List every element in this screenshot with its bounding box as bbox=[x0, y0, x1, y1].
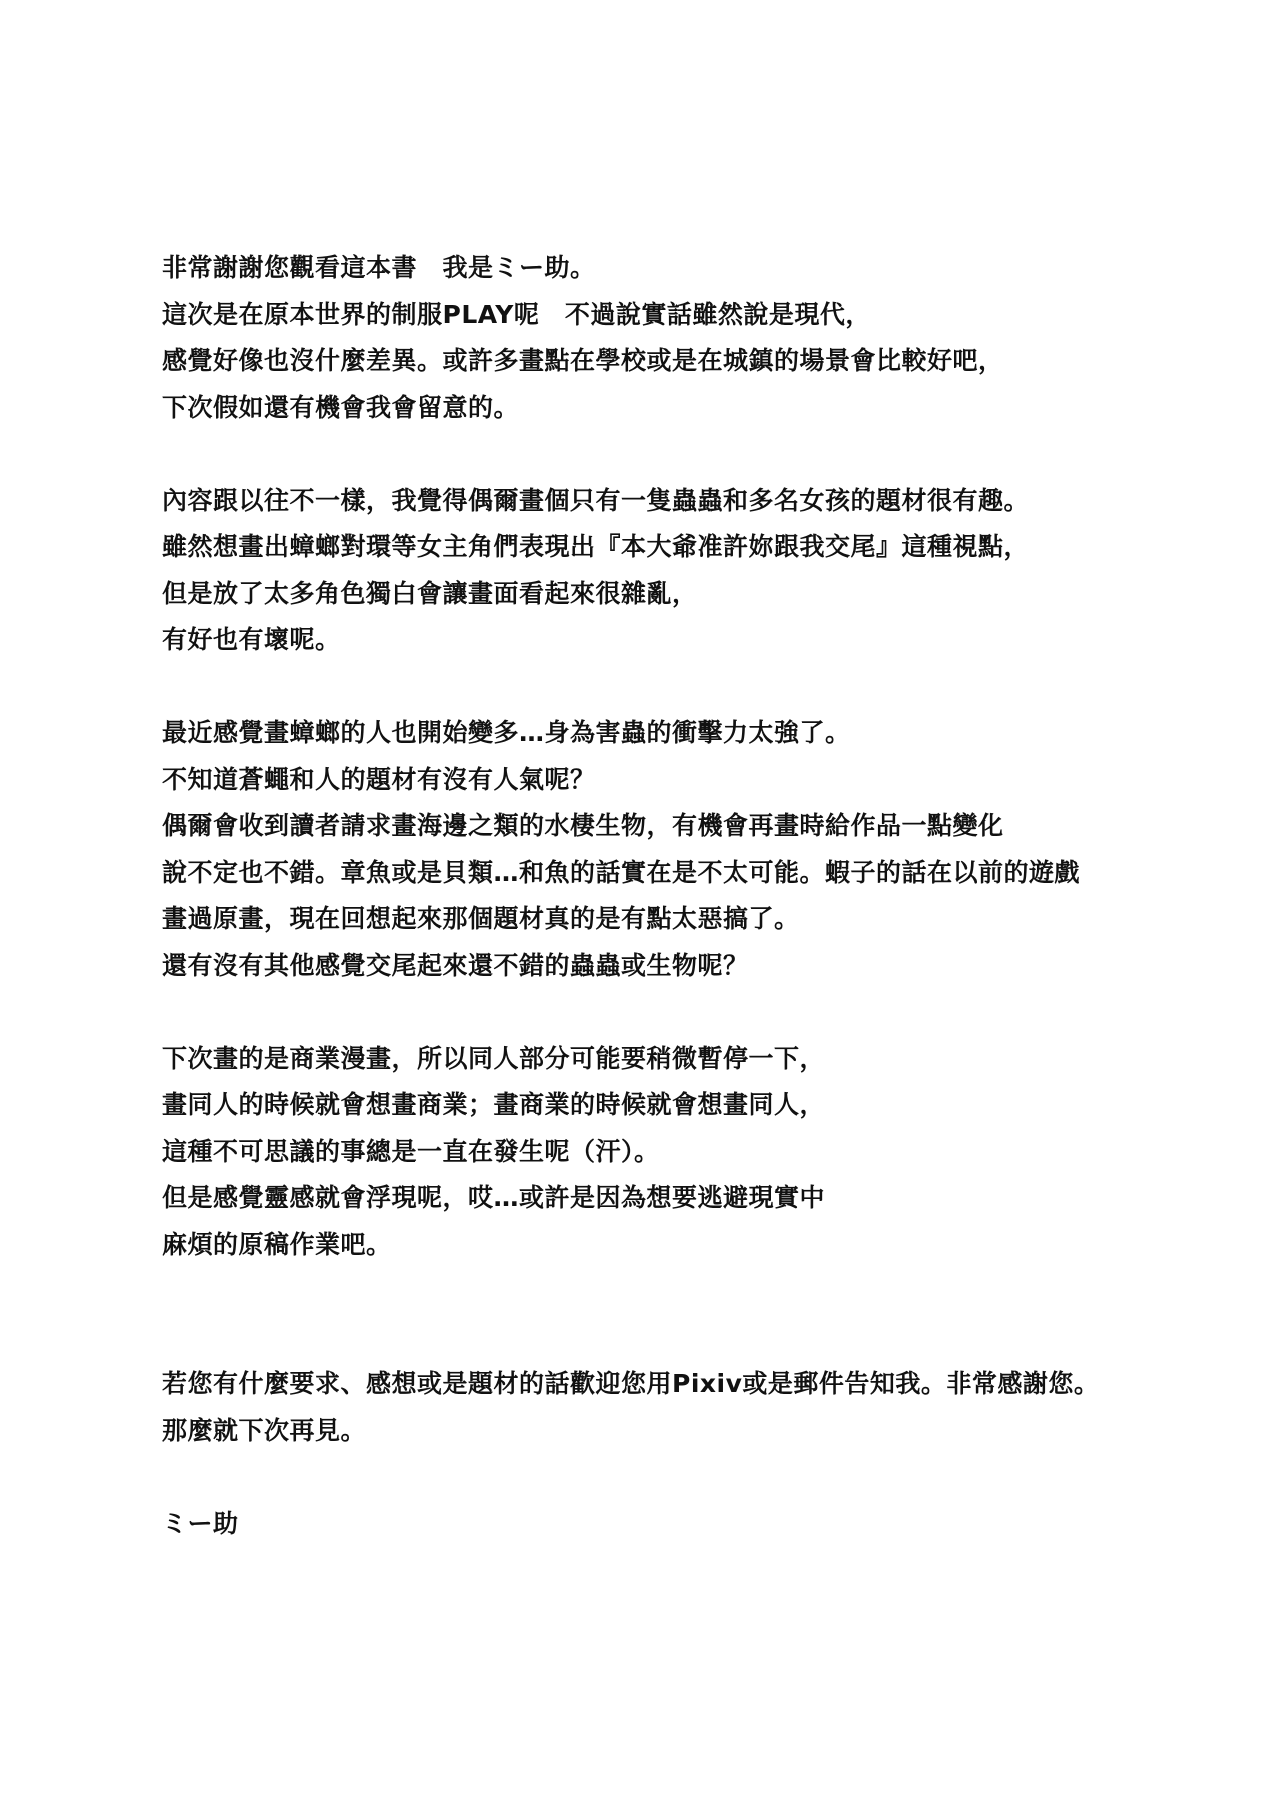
paragraph-next-work bbox=[162, 1036, 1192, 1269]
paragraph-spacer bbox=[162, 1454, 1192, 1501]
paragraph-spacer bbox=[162, 664, 1192, 711]
text-line: 畫同人的時候就會想畫商業；畫商業的時候就會想畫同人， bbox=[162, 1090, 826, 1119]
text-line: 偶爾會收到讀者請求畫海邊之類的水棲生物，有機會再畫時給作品一點變化 bbox=[162, 811, 1004, 840]
text-line: 非常謝謝您觀看這本書 我是ミー助。 bbox=[162, 253, 596, 282]
text-line: 內容跟以往不一樣，我覺得偶爾畫個只有一隻蟲蟲和多名女孩的題材很有趣。 bbox=[162, 485, 1030, 515]
text-line: 這次是在原本世界的制服PLAY呢 不過說實話雖然說是現代， bbox=[162, 299, 871, 329]
text-line: 下次畫的是商業漫畫，所以同人部分可能要稍微暫停一下， bbox=[162, 1043, 826, 1073]
paragraph-themes bbox=[162, 710, 1192, 989]
afterword-text bbox=[162, 245, 1192, 1547]
text-line: 還有沒有其他感覺交尾起來還不錯的蟲蟲或生物呢？ bbox=[162, 950, 749, 980]
text-line: 感覺好像也沒什麼差異。或許多畫點在學校或是在城鎮的場景會比較好吧， bbox=[162, 346, 1004, 375]
paragraph-closing bbox=[162, 1361, 1192, 1454]
paragraph-spacer bbox=[162, 431, 1192, 478]
text-line: 麻煩的原稿作業吧。 bbox=[162, 1229, 392, 1259]
author-signature: ミー助 bbox=[162, 1508, 239, 1538]
paragraph-greeting bbox=[162, 245, 1192, 431]
text-line: 下次假如還有機會我會留意的。 bbox=[162, 392, 520, 422]
text-line: 若您有什麼要求、感想或是題材的話歡迎您用Pixiv或是郵件告知我。非常感謝您。 bbox=[162, 1369, 1100, 1398]
text-line: 那麼就下次再見。 bbox=[162, 1415, 367, 1445]
paragraph-spacer bbox=[162, 1268, 1192, 1361]
text-line: 這種不可思議的事總是一直在發生呢（汗）。 bbox=[162, 1136, 660, 1166]
text-line: 但是感覺靈感就會浮現呢，哎…或許是因為想要逃避現實中 bbox=[162, 1183, 826, 1212]
text-line: 最近感覺畫蟑螂的人也開始變多…身為害蟲的衝擊力太強了。 bbox=[162, 718, 851, 747]
text-line: 說不定也不錯。章魚或是貝類…和魚的話實在是不太可能。蝦子的話在以前的遊戲 bbox=[162, 857, 1081, 887]
text-line: 但是放了太多角色獨白會讓畫面看起來很雜亂， bbox=[162, 578, 698, 608]
text-line: 有好也有壞呢。 bbox=[162, 625, 341, 654]
text-line: 雖然想畫出蟑螂對環等女主角們表現出『本大爺准許妳跟我交尾』這種視點， bbox=[162, 532, 1030, 561]
paragraph-spacer bbox=[162, 989, 1192, 1036]
text-line: 畫過原畫，現在回想起來那個題材真的是有點太惡搞了。 bbox=[162, 904, 800, 933]
paragraph-content bbox=[162, 478, 1192, 664]
text-line: 不知道蒼蠅和人的題材有沒有人氣呢？ bbox=[162, 764, 596, 794]
